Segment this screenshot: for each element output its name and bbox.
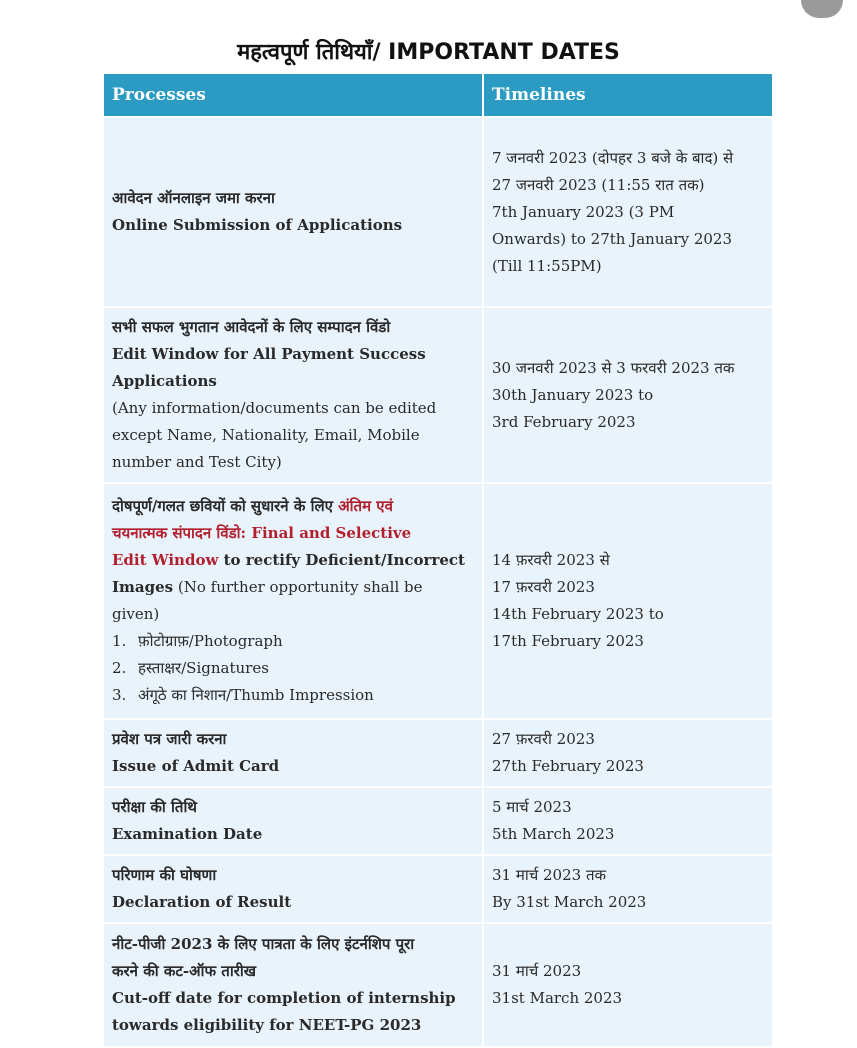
process-cell <box>103 855 483 923</box>
process-hindi: परीक्षा की तिथि <box>112 798 197 816</box>
timeline-hindi: 5 मार्च 2023 <box>492 798 572 816</box>
process-cell <box>103 483 483 719</box>
process-english-2: towards eligibility for NEET-PG 2023 <box>112 1016 422 1034</box>
table-row <box>103 307 773 483</box>
process-hindi-1b: अंतिम एवं <box>338 497 393 515</box>
timeline-english: 31st March 2023 <box>492 989 623 1007</box>
process-hindi: सभी सफल भुगतान आवेदनों के लिए सम्पादन विंडो <box>112 318 391 336</box>
timeline-english-2: 17th February 2023 <box>492 632 644 650</box>
page-title: महत्वपूर्ण तिथियाँ/ IMPORTANT DATES <box>237 40 620 65</box>
process-hindi: प्रवेश पत्र जारी करना <box>112 730 227 748</box>
list-text: अंगूठे का निशान/Thumb Impression <box>138 686 374 704</box>
process-note-3: number and Test City) <box>112 453 282 471</box>
timeline-hindi-1: 14 फ़रवरी 2023 से <box>492 551 610 569</box>
timeline-hindi: 27 फ़रवरी 2023 <box>492 730 595 748</box>
timeline-hindi: 31 मार्च 2023 <box>492 962 582 980</box>
process-english: Online Submission of Applications <box>112 216 403 234</box>
process-cell <box>103 719 483 787</box>
table-row <box>103 719 773 787</box>
process-english-1: Cut-off date for completion of internship <box>112 989 456 1007</box>
timeline-hindi-1: 7 जनवरी 2023 (दोपहर 3 बजे के बाद) से <box>492 148 734 167</box>
process-cell <box>103 307 483 483</box>
image-type-list <box>112 628 474 709</box>
timeline-cell <box>483 483 773 719</box>
timeline-english-2: Onwards) to 27th January 2023 <box>492 229 733 248</box>
header-timelines: Timelines <box>483 73 773 117</box>
timeline-cell <box>483 719 773 787</box>
list-item <box>112 655 474 682</box>
process-hindi-1a: दोषपूर्ण/गलत छवियों को सुधारने के लिए <box>112 497 339 515</box>
table-row <box>103 117 773 307</box>
timeline-hindi: 31 मार्च 2023 तक <box>492 866 607 884</box>
timeline-cell <box>483 787 773 855</box>
process-note-1: (Any information/documents can be edited <box>112 399 437 417</box>
timeline-hindi: 30 जनवरी 2023 से 3 फरवरी 2023 तक <box>492 358 735 377</box>
list-number: 2. <box>112 659 127 677</box>
timeline-english-3: (Till 11:55PM) <box>492 256 602 275</box>
process-english: Examination Date <box>112 825 263 843</box>
process-hindi: परिणाम की घोषणा <box>112 866 217 884</box>
list-item <box>112 628 474 655</box>
process-hindi-2a: चयनात्मक संपादन विंडो: <box>112 524 247 542</box>
process-english: Issue of Admit Card <box>112 757 280 775</box>
process-english-3: given) <box>112 605 160 623</box>
process-english-1b: to rectify Deficient/Incorrect <box>218 551 465 569</box>
process-cell <box>103 787 483 855</box>
timeline-cell <box>483 307 773 483</box>
process-hindi-1: नीट-पीजी 2023 के लिए पात्रता के लिए इंटर्नशिप पूरा <box>112 935 415 953</box>
table-row <box>103 483 773 719</box>
timeline-english: By 31st March 2023 <box>492 893 647 911</box>
timeline-english: 27th February 2023 <box>492 757 644 775</box>
timeline-cell <box>483 923 773 1047</box>
list-text: हस्ताक्षर/Signatures <box>138 659 269 677</box>
list-number: 1. <box>112 632 127 650</box>
process-english-2: Applications <box>112 372 217 390</box>
list-text: फ़ोटोग्राफ़/Photograph <box>138 632 283 650</box>
process-hindi: आवेदन ऑनलाइन जमा करना <box>112 189 275 207</box>
table-row <box>103 855 773 923</box>
table-row <box>103 787 773 855</box>
close-handle[interactable] <box>801 0 843 18</box>
process-english-1: Edit Window for All Payment Success <box>112 345 426 363</box>
process-hindi-2b: Final and Selective <box>246 524 412 542</box>
table-row <box>103 923 773 1047</box>
timeline-hindi-2: 27 जनवरी 2023 (11:55 रात तक) <box>492 175 705 194</box>
list-item <box>112 682 474 709</box>
process-cell <box>103 117 483 307</box>
process-english-2b: (No further opportunity shall be <box>173 578 423 596</box>
list-number: 3. <box>112 686 127 704</box>
process-hindi-2: करने की कट-ऑफ तारीख <box>112 962 256 980</box>
timeline-english-1: 7th January 2023 (3 PM <box>492 202 675 221</box>
important-dates-table <box>102 72 774 1048</box>
process-note-2: except Name, Nationality, Email, Mobile <box>112 426 420 444</box>
timeline-english-1: 14th February 2023 to <box>492 605 664 623</box>
process-cell <box>103 923 483 1047</box>
process-english-2a: Images <box>112 578 174 596</box>
timeline-cell <box>483 117 773 307</box>
timeline-english: 5th March 2023 <box>492 825 615 843</box>
process-english-1a: Edit Window <box>112 551 219 569</box>
timeline-hindi-2: 17 फ़रवरी 2023 <box>492 578 595 596</box>
table-header-row <box>103 73 773 117</box>
timeline-english-1: 30th January 2023 to <box>492 385 654 404</box>
timeline-english-2: 3rd February 2023 <box>492 412 636 431</box>
timeline-cell <box>483 855 773 923</box>
process-english: Declaration of Result <box>112 893 292 911</box>
header-processes: Processes <box>103 73 483 117</box>
